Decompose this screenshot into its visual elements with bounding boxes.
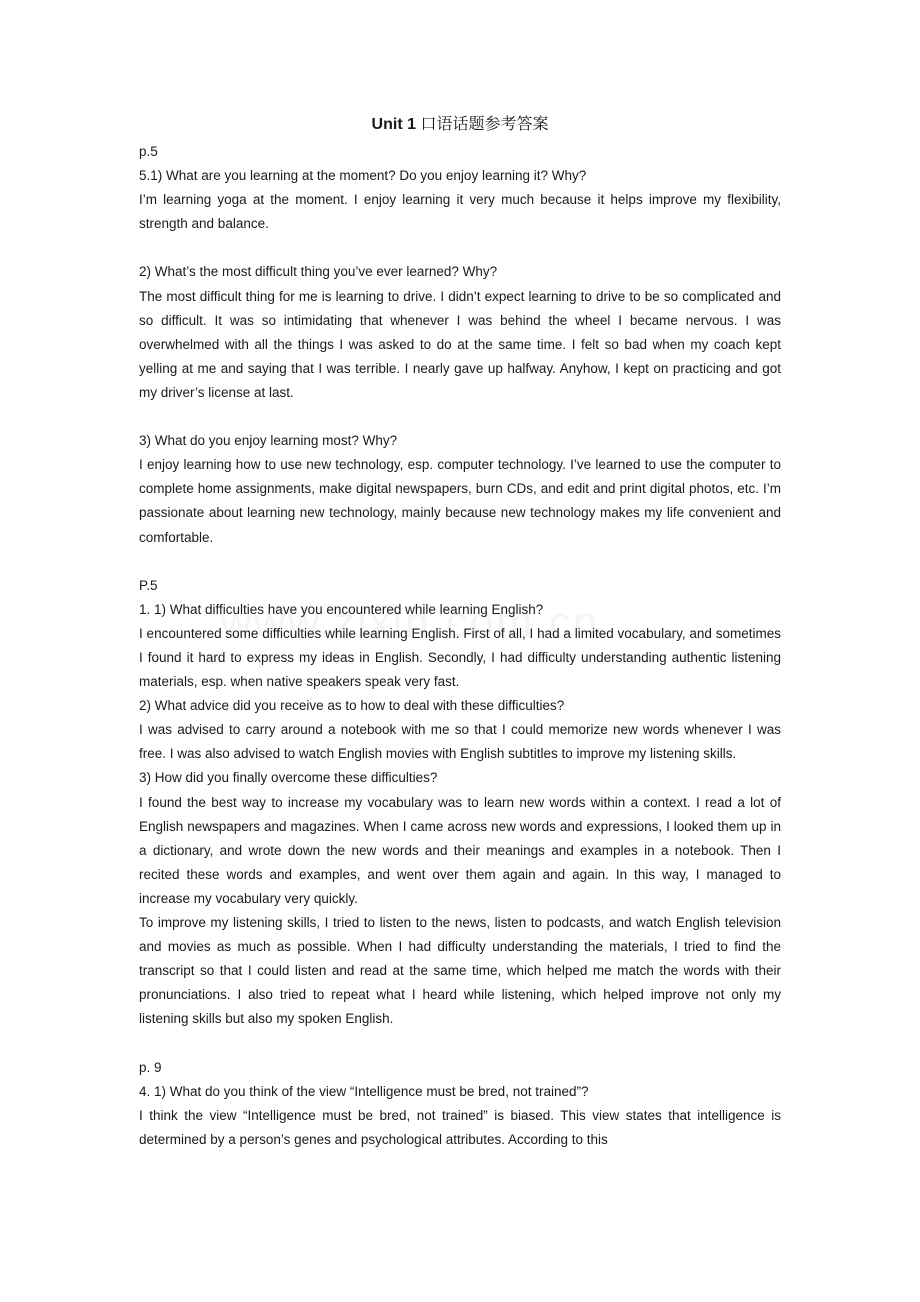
question: 5.1) What are you learning at the moment? Do you enjoy learning it? Why? [139, 168, 587, 184]
answer: To improve my listening skills, I tried to listen to the news, listen to podcasts, and watch English television and movies as much as possible. When I had difficulty understanding the materials, I tried to find the transcript so that I could listen and read at the same time, which helped me match the words with their pronunciations. I also tried to repeat what I heard while listening, which helped improve not only my listening skills but also my spoken English. [139, 915, 781, 1027]
spacer [139, 1031, 781, 1055]
answer: The most difficult thing for me is learning to drive. I didn’t expect learning to drive to be so complicated and so difficult. It was so intimidating that whenever I was behind the wheel I became nervous. I was overwhelmed with all the things I was asked to do at the same time. I felt so bad when my coach kept yelling at me and saying that I was terrible. I nearly gave up halfway. Anyhow, I kept on practicing and got my driver’s license at last. [139, 288, 781, 400]
question: 3) What do you enjoy learning most? Why? [139, 433, 398, 449]
question: 4. 1) What do you think of the view “Intelligence must be bred, not trained”? [139, 1083, 589, 1099]
page-reference: p.5 [139, 144, 158, 159]
spacer [139, 550, 781, 574]
answer: I found the best way to increase my vocabulary was to learn new words within a context. I read a lot of English newspapers and magazines. When I came across new words and expressions, I looked them up in a dictionary, and wrote down the new words and their meanings and examples in a notebook. Then I recited these words and examples, and went over them again and again. In this way, I managed to increase my vocabulary very quickly. [139, 794, 781, 906]
title-subject: 口语话题参考答案 [416, 116, 549, 133]
page-title [139, 112, 781, 138]
question: 2) What advice did you receive as to how to deal with these difficulties? [139, 698, 565, 714]
document-page [139, 112, 781, 1152]
title-unit: Unit 1 [371, 116, 416, 133]
answer: I think the view “Intelligence must be bred, not trained” is biased. This view states that intelligence is determined by a person’s genes and psychological attributes. According to this [139, 1107, 781, 1147]
page-reference: p. 9 [139, 1059, 162, 1075]
answer: I enjoy learning how to use new technology, esp. computer technology. I’ve learned to use the computer to complete home assignments, make digital newspapers, burn CDs, and edit and print digital photos, etc. I’m passionate about learning new technology, mainly because new technology makes my life convenient and comfortable. [139, 457, 781, 545]
spacer [139, 236, 781, 260]
spacer [139, 405, 781, 429]
page-reference: P.5 [139, 577, 158, 593]
answer: I was advised to carry around a notebook with me so that I could memorize new words whenever I was free. I was also advised to watch English movies with English subtitles to improve my listening skills. [139, 722, 781, 762]
question: 3) How did you finally overcome these difficulties? [139, 770, 438, 786]
question: 1. 1) What difficulties have you encountered while learning English? [139, 601, 544, 617]
answer: I’m learning yoga at the moment. I enjoy learning it very much because it helps improve my flexibility, strength and balance. [139, 192, 781, 232]
answer: I encountered some difficulties while learning English. First of all, I had a limited vocabulary, and sometimes I found it hard to express my ideas in English. Secondly, I had difficulty understanding authentic listening materials, esp. when native speakers speak very fast. [139, 625, 781, 690]
question: 2) What’s the most difficult thing you’ve ever learned? Why? [139, 264, 498, 280]
